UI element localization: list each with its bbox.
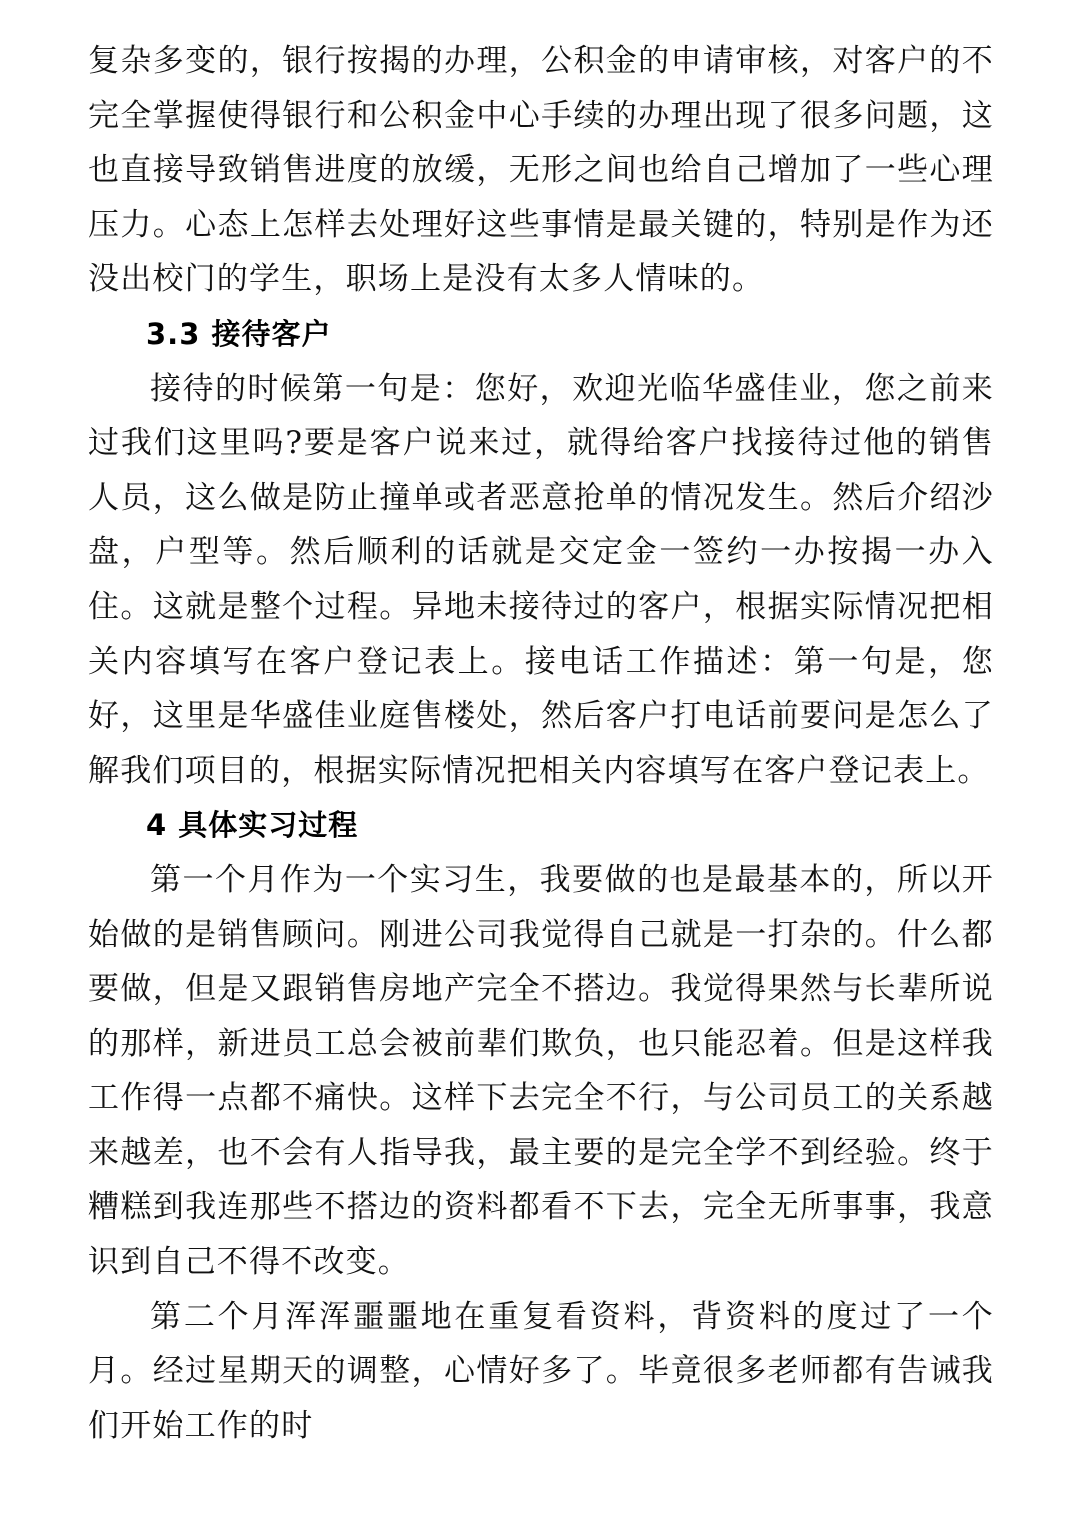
paragraph-second-month: 第二个月浑浑噩噩地在重复看资料，背资料的度过了一个月。经过星期天的调整，心情好多了。毕竟很多老师都有告诫我们开始工作的时	[88, 1298, 994, 1444]
paragraph-first-month: 第一个月作为一个实习生，我要做的也是最基本的，所以开始做的是销售顾问。刚进公司我觉得自己就是一打杂的。什么都要做，但是又跟销售房地产完全不搭边。我觉得果然与长辈所说的那样，新进员工总会被前辈们欺负，也只能忍着。但是这样我工作得一点都不痛快。这样下去完全不行，与公司员工的关系越来越差，也不会有人指导我，最主要的是完全学不到经验。终于糟糕到我连那些不搭边的资料都看不下去，完全无所事事，我意识到自己不得不改变。	[88, 861, 994, 1281]
section-heading-3-3: 3.3 接待客户	[146, 316, 332, 351]
document-page	[88, 34, 994, 1453]
paragraph-intro-continued: 复杂多变的，银行按揭的办理，公积金的申请审核，对客户的不完全掌握使得银行和公积金中心手续的办理出现了很多问题，这也直接导致销售进度的放缓，无形之间也给自己增加了一些心理压力。心态上怎样去处理好这些事情是最关键的，特别是作为还没出校门的学生，职场上是没有太多人情味的。	[88, 43, 994, 298]
paragraph-reception: 接待的时候第一句是：您好，欢迎光临华盛佳业，您之前来过我们这里吗?要是客户说来过，就得给客户找接待过他的销售人员，这么做是防止撞单或者恶意抢单的情况发生。然后介绍沙盘，户型等。然后顺利的话就是交定金一签约一办按揭一办入住。这就是整个过程。异地未接待过的客户，根据实际情况把相关内容填写在客户登记表上。接电话工作描述：第一句是，您好，这里是华盛佳业庭售楼处，然后客户打电话前要问是怎么了解我们项目的，根据实际情况把相关内容填写在客户登记表上。	[88, 370, 994, 789]
section-heading-4: 4 具体实习过程	[146, 808, 359, 843]
